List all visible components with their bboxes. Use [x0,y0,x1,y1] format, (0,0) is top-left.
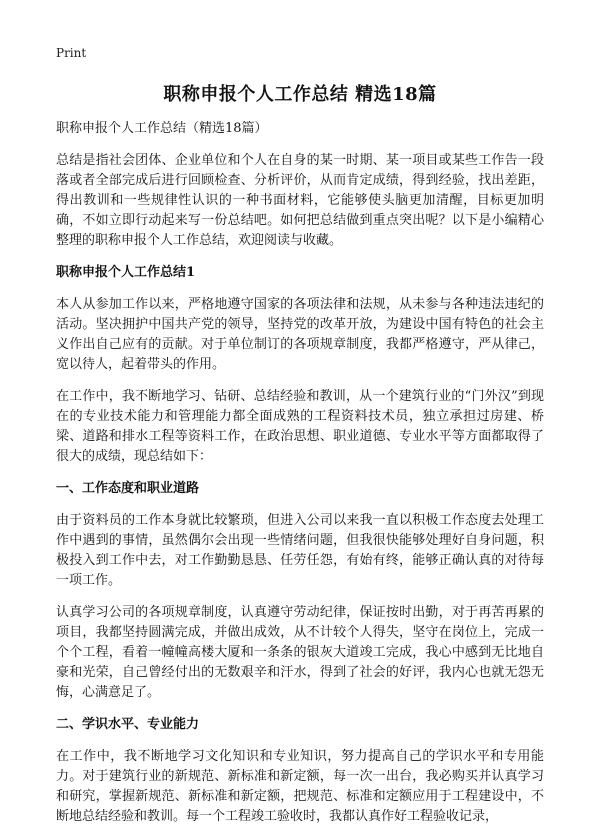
heading-knowledge: 二、学识水平、专业能力 [56,717,200,732]
paragraph-3: 由于资料员的工作本身就比较繁琐，但进入公司以来我一直以积极工作态度去处理工作中遇到的事情，虽然偶尔会出现一些情绪问题，但我很快能够处理好自身问题，积极投入到工作中去，对工作勤勤恳恳、任劳任怨，有始有终，能够正确认真的对待每一项工作。 [56,513,544,588]
print-link[interactable]: Print [56,46,87,60]
document-subtitle: 职称申报个人工作总结（精选18篇） [56,121,268,136]
document-body [56,119,544,839]
intro-paragraph: 总结是指社会团体、企业单位和个人在自身的某一时期、某一项目或某些工作告一段落或者全部完成后进行回顾检查、分析评价，从而肯定成绩，得到经验，找出差距，得出教训和一些规律性认识的一种书面材料，它能够使头脑更加清醒，目标更加明确，不如立即行动起来写一份总结吧。如何把总结做到重点突出呢？以下是小编精心整理的职称申报个人工作总结，欢迎阅读与收藏。 [56,153,544,248]
paragraph-1: 本人从参加工作以来，严格地遵守国家的各项法律和法规，从未参与各种违法违纪的活动。坚决拥护中国共产党的领导，坚持党的改革开放，为建设中国有特色的社会主义作出自己应有的贡献。对于单位制订的各项规章制度，我都严格遵守，严从律己，宽以待人，起着带头的作用。 [56,297,544,372]
document-title: 职称申报个人工作总结 精选18篇 [163,84,437,105]
paragraph-4: 认真学习公司的各项规章制度，认真遵守劳动纪律，保证按时出勤，对于再苦再累的项目，我都坚持圆满完成，并做出成效，从不计较个人得失，坚守在岗位上，完成一个个工程，看着一幢幢高楼大厦和一条条的银灰大道竣工完成，我心中感到无比地自豪和光荣，自己曾经付出的无数艰辛和汗水，得到了社会的好评，我内心也就无怨无悔，心满意足了。 [56,605,544,700]
heading-work-attitude: 一、工作态度和职业道路 [56,481,200,496]
paragraph-5: 在工作中，我不断地学习文化知识和专业知识，努力提高自己的学识水平和专用能力。对于建筑行业的新规范、新标准和新定额，每一次一出台，我必购买并认真学习和研究，掌握新规范、新标准和新定额，把规范、标准和定额应用于工程建设中，不断地总结经验和教训。每一个工程竣工验收时，我都认真作好工程验收记录， [56,749,544,824]
paragraph-2: 在工作中，我不断地学习、钻研、总结经验和教训，从一个建筑行业的“门外汉”到现在的专业技术能力和管理能力都全面成熟的工程资料技术员，独立承担过房建、桥梁、道路和排水工程等资料工作，在政治思想、职业道德、专业水平等方面都取得了很大的成绩，现总结如下： [56,389,544,464]
section-title: 职称申报个人工作总结1 [56,265,196,280]
